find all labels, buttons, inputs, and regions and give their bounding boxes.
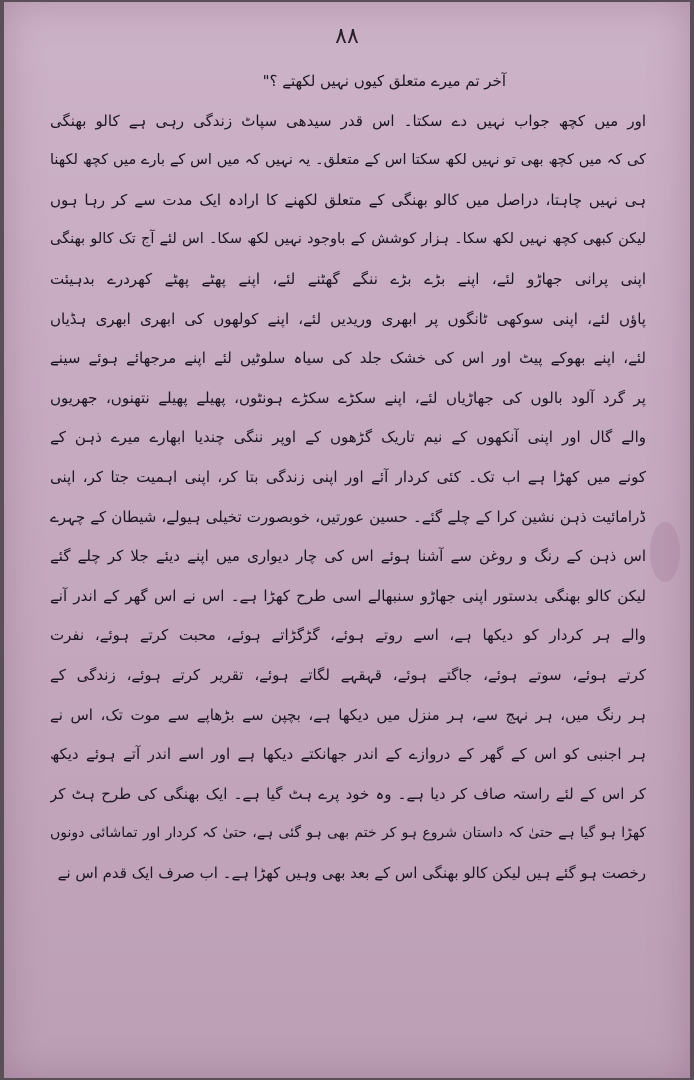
page-number: ۸۸ [335,24,359,49]
text-line: اور میں کچھ جواب نہیں دے سکتا۔ اس قدر سیدھی سپاٹ زندگی رہی ہے کالو بھنگی [50,111,646,130]
paper-stain [650,522,680,582]
text-line: کر اس کے لئے راستہ صاف کر دیا ہے۔ وہ خود پرے ہٹ گیا ہے۔ ایک بھنگی کی طرح ہٹ کر [50,784,646,803]
text-line: والے گال اور اپنی آنکھوں کے نیم تاریک گڑھوں کے اوپر ننگی چندیا ابھارے میرے ذہن کے [50,428,646,447]
text-line: اس ذہن کے رنگ و روغن سے آشنا ہوئے اس کی چار دیواری میں اپنے دیئے جلا کر چلے گئے [50,547,646,566]
book-page [4,2,690,1078]
text-line: کی کہ میں کچھ بھی تو نہیں لکھ سکتا اس کے متعلق۔ یہ نہیں کہ میں اس کے بارے میں کچھ لکھنا [50,152,646,169]
text-line: پاؤں لئے، اپنی سوکھی ٹانگوں پر ابھری وریدیں لئے، اپنے کولھوں کی ابھری ابھری ہڈیاں [50,309,646,328]
text-line: لیکن کبھی کچھ نہیں لکھ سکا۔ ہزار کوشش کے باوجود نہیں لکھ سکا۔ اس لئے آج تک کالو بھنگی [50,231,646,248]
text-line: آخر تم میرے متعلق کیوں نہیں لکھتے ؟" [262,72,506,90]
text-line: کھڑا ہو گیا ہے حتیٰ کہ داستان شروع ہو کر ختم بھی ہو گئی ہے، حتیٰ کہ کردار اور تماشائی دونوں [50,825,646,842]
text-line: پر گرد آلود بالوں کی جھاڑیاں لئے، اپنے سکڑے سکڑے ہونٹوں، پھیلے پھیلے نتھنوں، جھریوں [50,388,646,407]
text-line: کونے میں کھڑا ہے اب تک۔ کئی کردار آئے اور اپنی زندگی بتا کر، اپنی اہمیت جتا کر، اپنی [50,467,646,486]
text-line: لیکن کالو بھنگی بدستور اپنی جھاڑو سنبھالے اسی طرح کھڑا ہے۔ اس نے اس گھر کے اندر آنے [50,586,646,605]
text-line: رخصت ہو گئے ہیں لیکن کالو بھنگی اس کے بعد بھی وہیں کھڑا ہے۔ اب صرف ایک قدم اس نے [57,863,646,882]
body-text [50,62,646,893]
text-line: کرتے ہوئے، سوتے ہوئے، جاگتے ہوئے، قہقہے لگاتے ہوئے، تقریر کرتے ہوئے، زندگی کے [50,665,646,684]
text-line: ہی نہیں چاہتا، دراصل میں کالو بھنگی کے متعلق لکھنے کا ارادہ ایک مدت سے کر رہا ہوں [50,190,646,209]
text-line: لئے، اپنے بھوکے پیٹ اور اس کی خشک جلد کی سیاہ سلوٹیں لئے اپنے مرجھائے ہوئے سینے [50,349,646,368]
text-line: والے ہر کردار کو دیکھا ہے، اسے روتے ہوئے، گڑگڑاتے ہوئے، محبت کرتے ہوئے، نفرت [50,626,646,645]
text-line: اپنی پرانی جھاڑو لئے، اپنے بڑے بڑے ننگے گھٹنے لئے، اپنے پھٹے پھٹے کھردرے بدہیئت [50,269,646,288]
text-line: ڈرامائیت ذہن نشین کرا کے چلے گئے۔ حسین عورتیں، خوبصورت تخیلی ہیولے، شیطان کے چہرے [50,507,646,526]
text-line: ہر اجنبی کو اس کے گھر کے دروازے کے اندر جھانکتے دیکھا ہے اور اسے اندر آتے ہوئے دیکھ [50,745,646,764]
text-line: ہر رنگ میں، ہر نہج سے، ہر منزل میں دیکھا ہے، بچپن سے بڑھاپے سے موت تک، اس نے [50,705,646,724]
